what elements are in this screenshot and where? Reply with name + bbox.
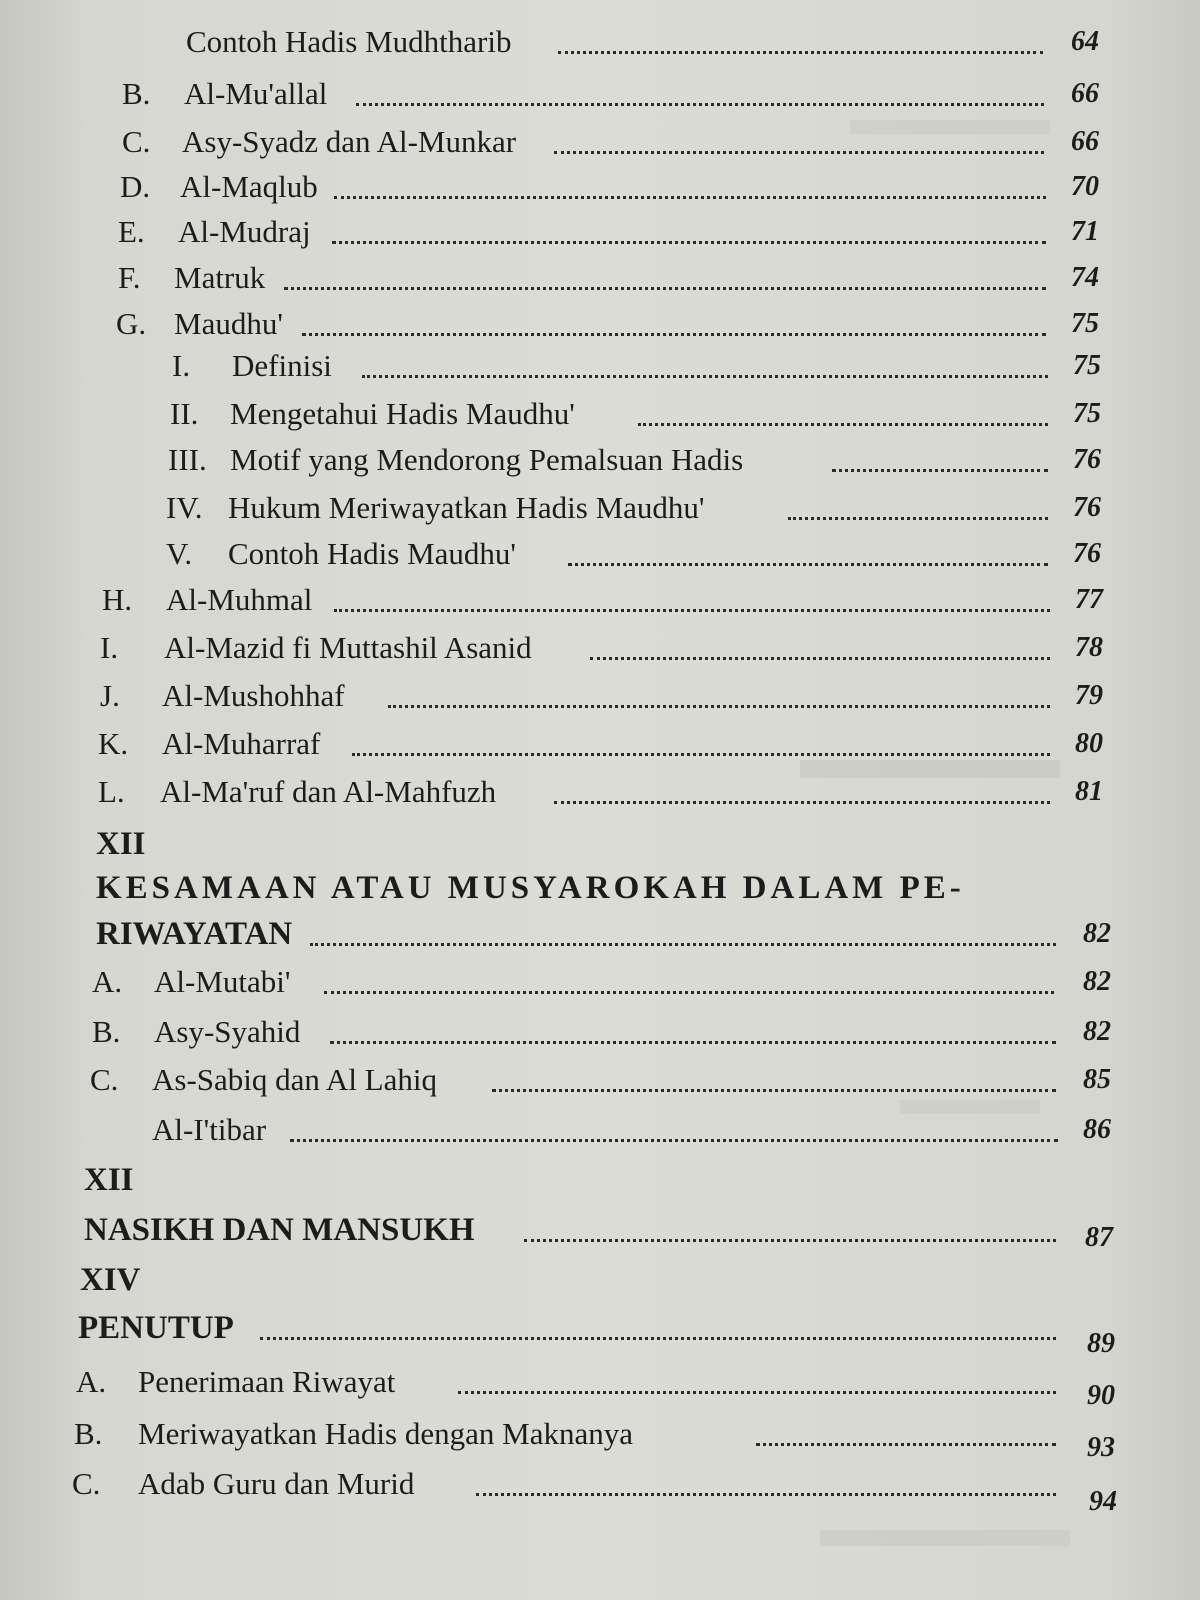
entry-page-number: 75: [1073, 398, 1101, 429]
dot-leader: [638, 423, 1048, 426]
dot-leader: [290, 1139, 1058, 1142]
dot-leader: [554, 151, 1044, 154]
toc-entry[interactable]: [114, 392, 1132, 436]
entry-marker: C.: [122, 124, 151, 159]
entry-marker: IV.: [166, 490, 203, 525]
toc-entry[interactable]: [114, 210, 1130, 254]
chapter-title-line2: RIWAYATAN: [96, 916, 293, 952]
dot-leader: [476, 1493, 1056, 1496]
entry-marker: I.: [100, 630, 119, 665]
entry-marker: III.: [168, 442, 207, 477]
entry-label: Al-Muharraf: [162, 726, 321, 761]
toc-entry[interactable]: [102, 578, 1134, 622]
entry-marker: B.: [122, 76, 151, 111]
entry-page-number: 64: [1071, 26, 1099, 57]
entry-page-number: 77: [1075, 584, 1103, 615]
entry-label: As-Sabiq dan Al Lahiq: [152, 1062, 437, 1097]
chapter-title: NASIKH DAN MANSUKH: [84, 1212, 475, 1248]
chapter-number: XII: [84, 1162, 134, 1198]
entry-label: Al-Mutabi': [154, 964, 291, 999]
dot-leader: [324, 991, 1054, 994]
entry-page-number: 76: [1073, 538, 1101, 569]
entry-label: Al-I'tibar: [152, 1112, 267, 1147]
dot-leader: [332, 241, 1046, 244]
entry-marker: B.: [74, 1416, 103, 1451]
dot-leader: [590, 657, 1050, 660]
dot-leader: [362, 375, 1048, 378]
toc-entry[interactable]: [100, 626, 1134, 670]
entry-label: Motif yang Mendorong Pemalsuan Hadis: [230, 442, 744, 477]
toc-entry[interactable]: [76, 1360, 1146, 1411]
entry-label: Asy-Syahid: [154, 1014, 301, 1049]
entry-marker: L.: [98, 774, 125, 809]
entry-page-number: 79: [1075, 680, 1103, 711]
toc-entry[interactable]: [90, 1108, 1140, 1152]
chapter-page-number: 82: [1083, 918, 1111, 949]
entry-label: Definisi: [232, 348, 332, 383]
chapter-number: XIV: [80, 1262, 141, 1298]
entry-label: Penerimaan Riwayat: [138, 1364, 396, 1399]
entry-page-number: 80: [1075, 728, 1103, 759]
dot-leader: [458, 1391, 1056, 1394]
toc-entry[interactable]: [100, 674, 1134, 718]
entry-label: Al-Mu'allal: [184, 76, 328, 111]
dot-leader: [356, 103, 1044, 106]
entry-marker: I.: [172, 348, 191, 383]
chapter-page-number: 89: [1087, 1328, 1115, 1359]
chapter-entry[interactable]: [78, 1306, 1146, 1359]
dot-leader: [832, 469, 1048, 472]
entry-marker: H.: [102, 582, 133, 617]
dot-leader: [334, 196, 1046, 199]
entry-marker: B.: [92, 1014, 121, 1049]
entry-marker: A.: [76, 1364, 107, 1399]
dot-leader: [558, 51, 1043, 54]
chapter-title: PENUTUP: [78, 1310, 234, 1346]
toc-entry[interactable]: [118, 20, 1130, 64]
entry-label: Al-Mushohhaf: [162, 678, 345, 713]
entry-page-number: 82: [1083, 966, 1111, 997]
dot-leader: [756, 1443, 1056, 1446]
toc-entry[interactable]: [118, 120, 1130, 164]
toc-entry[interactable]: [114, 256, 1130, 300]
entry-label: Asy-Syadz dan Al-Munkar: [182, 124, 517, 159]
chapter-entry[interactable]: [84, 1208, 1144, 1252]
entry-page-number: 75: [1071, 308, 1099, 339]
toc-entry[interactable]: [118, 72, 1130, 116]
entry-label: Mengetahui Hadis Maudhu': [230, 396, 575, 431]
entry-page-number: 70: [1071, 171, 1099, 202]
entry-page-number: 86: [1083, 1114, 1111, 1145]
dot-leader: [302, 333, 1046, 336]
toc-entry[interactable]: [92, 960, 1140, 1004]
entry-label: Al-Ma'ruf dan Al-Mahfuzh: [160, 774, 497, 809]
entry-page-number: 93: [1087, 1432, 1115, 1463]
dot-leader: [284, 287, 1046, 290]
entry-marker: V.: [166, 536, 193, 571]
toc-entry[interactable]: [116, 165, 1130, 209]
entry-page-number: 78: [1075, 632, 1103, 663]
entry-marker: C.: [72, 1466, 101, 1501]
entry-label: Al-Maqlub: [180, 169, 318, 204]
entry-page-number: 75: [1073, 350, 1101, 381]
entry-label: Adab Guru dan Murid: [138, 1466, 415, 1501]
entry-label: Al-Mazid fi Muttashil Asanid: [164, 630, 532, 665]
toc-entry[interactable]: [98, 770, 1134, 814]
entry-page-number: 82: [1083, 1016, 1111, 1047]
toc-entry[interactable]: [92, 1010, 1140, 1054]
entry-page-number: 76: [1073, 444, 1101, 475]
dot-leader: [352, 753, 1050, 756]
toc-entry[interactable]: [72, 1462, 1148, 1517]
chapter-title-line1: KESAMAAN ATAU MUSYAROKAH DALAM PE-: [96, 870, 965, 906]
entry-marker: G.: [116, 306, 147, 341]
entry-label: Maudhu': [174, 306, 283, 341]
entry-label: Al-Muhmal: [166, 582, 313, 617]
entry-label: Contoh Hadis Mudhtharib: [186, 24, 512, 59]
dot-leader: [334, 609, 1050, 612]
dot-leader: [388, 705, 1050, 708]
entry-page-number: 74: [1071, 262, 1099, 293]
entry-marker: D.: [120, 169, 151, 204]
dot-leader: [260, 1337, 1056, 1340]
entry-marker: K.: [98, 726, 129, 761]
entry-page-number: 66: [1071, 78, 1099, 109]
dot-leader: [554, 801, 1050, 804]
entry-label: Hukum Meriwayatkan Hadis Maudhu': [228, 490, 705, 525]
entry-page-number: 90: [1087, 1380, 1115, 1411]
chapter-entry[interactable]: [96, 912, 1140, 956]
entry-marker: A.: [92, 964, 123, 999]
toc-entry[interactable]: [114, 344, 1132, 388]
dot-leader: [568, 563, 1048, 566]
toc-entry[interactable]: [74, 1412, 1146, 1463]
entry-page-number: 81: [1075, 776, 1103, 807]
dot-leader: [330, 1041, 1056, 1044]
entry-page-number: 94: [1089, 1486, 1117, 1517]
entry-marker: II.: [170, 396, 199, 431]
dot-leader: [524, 1239, 1056, 1242]
dot-leader: [492, 1089, 1056, 1092]
entry-page-number: 85: [1083, 1064, 1111, 1095]
toc-entry[interactable]: [110, 532, 1132, 576]
entry-marker: F.: [118, 260, 141, 295]
toc-entry[interactable]: [112, 438, 1132, 482]
toc-entry[interactable]: [114, 302, 1130, 346]
entry-page-number: 66: [1071, 126, 1099, 157]
entry-page-number: 71: [1071, 216, 1099, 247]
chapter-page-number: 87: [1085, 1222, 1113, 1253]
entry-label: Contoh Hadis Maudhu': [228, 536, 517, 571]
entry-marker: C.: [90, 1062, 119, 1097]
toc-entry[interactable]: [98, 722, 1134, 766]
entry-label: Al-Mudraj: [178, 214, 311, 249]
toc-entry[interactable]: [112, 486, 1132, 530]
dot-leader: [788, 517, 1048, 520]
entry-page-number: 76: [1073, 492, 1101, 523]
entry-label: Matruk: [174, 260, 266, 295]
toc-entry[interactable]: [90, 1058, 1140, 1102]
dot-leader: [310, 943, 1056, 946]
chapter-number: XII: [96, 826, 146, 862]
entry-label: Meriwayatkan Hadis dengan Maknanya: [138, 1416, 633, 1451]
entry-marker: J.: [100, 678, 120, 713]
entry-marker: E.: [118, 214, 145, 249]
